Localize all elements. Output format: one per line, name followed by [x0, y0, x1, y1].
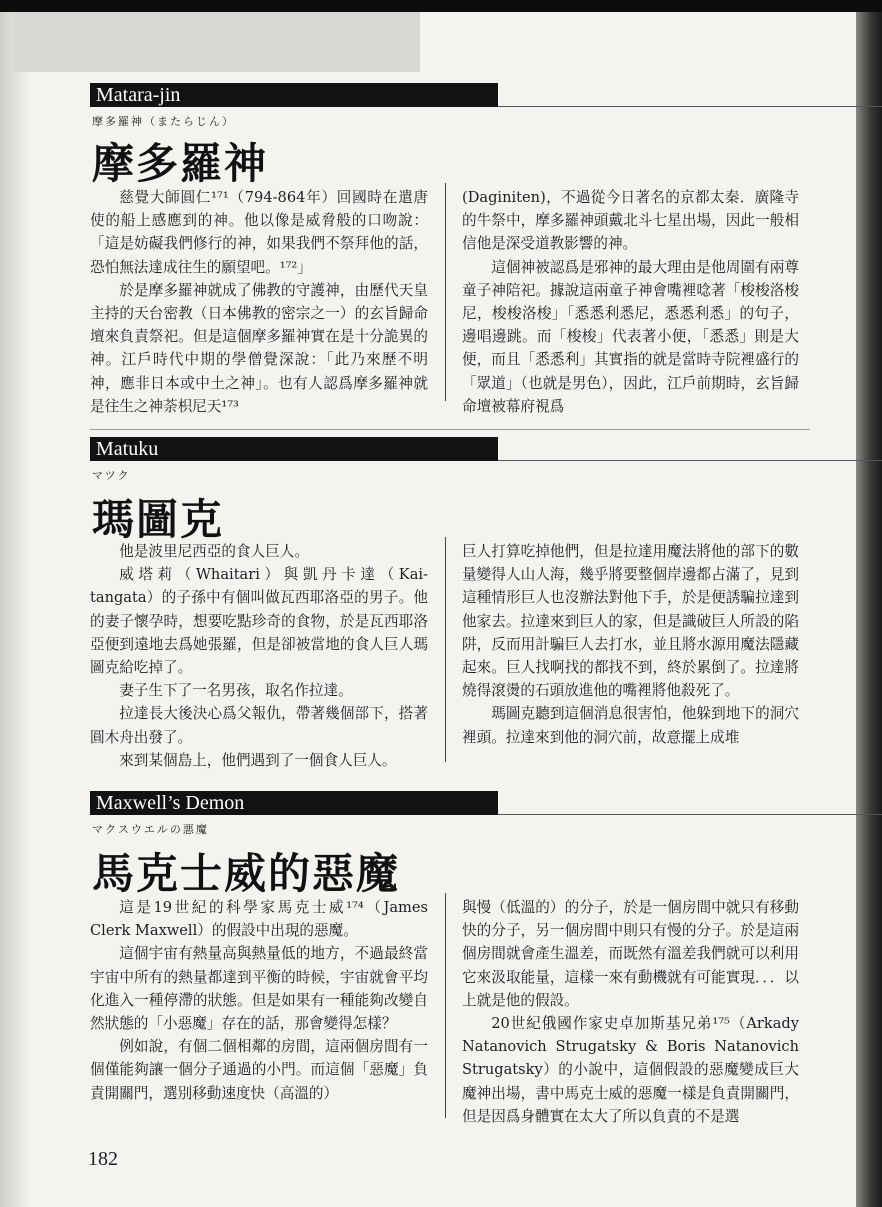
paragraph: 威塔莉（Whaitari）與凱丹卡達（Kai-tangata）的子孫中有個叫做瓦西耶洛亞的男子。他的妻子懷孕時，想要吃點珍奇的食物，於是瓦西耶洛亞便到遠地去爲她張羅，但是卻被當地的食人巨人瑪圖克給吃掉了。 [90, 566, 428, 677]
heading-rule [498, 814, 882, 815]
page-number: 182 [88, 1148, 118, 1170]
paragraph: 巨人打算吃掉他們，但是拉達用魔法將他的部下的數量變得人山人海，幾乎將要整個岸邊都占滿了，見到這種情形巨人也沒辦法對他下手，於是便誘騙拉達到他家去。拉達來到巨人的家，但是識破巨人所設的陷阱，反而用計騙巨人去打水，並且將水源用魔法隱藏起來。巨人找啊找的都找不到，終於累倒了。拉達將燒得滾燙的石頭放進他的嘴裡將他殺死了。 [462, 543, 799, 700]
page-edge-shadow [856, 12, 882, 1207]
entry-maxwells-demon [90, 791, 810, 1151]
paragraph: (Daginiten)，不過從今日著名的京都太秦．廣隆寺的牛祭中，摩多羅神頭戴北斗七星出場，因此一般相信他是深受道教影響的神。 [462, 189, 799, 253]
column-divider [445, 893, 446, 1118]
paragraph: 這個神被認爲是邪神的最大理由是他周圍有兩尊童子神陪祀。據說這兩童子神會嘴裡唸著「梭梭洛梭尼，梭梭洛梭」「悉悉利悉尼，悉悉利悉」的句子，邊唱邊跳。而「梭梭」代表著小便，「悉悉」則是大便，而且「悉悉利」其實指的就是當時寺院裡盛行的「眾道」（也就是男色），因此，江戶前期時，玄旨歸命壇被幕府視爲 [462, 258, 799, 415]
paragraph: 這個宇宙有熱量高與熱量低的地方，不過最終當宇宙中所有的熱量都達到平衡的時候，宇宙就會平均化進入一種停滯的狀態。但是如果有一種能夠改變自然狀態的「小惡魔」存在的話，那會變得怎樣？ [90, 945, 428, 1033]
heading-rule [498, 106, 882, 107]
paragraph: 拉達長大後決心爲父報仇，帶著幾個部下，搭著圓木舟出發了。 [90, 705, 428, 746]
paragraph: 瑪圖克聽到這個消息很害怕，他躲到地下的洞穴裡頭。拉達來到他的洞穴前，故意擺上成堆 [462, 705, 799, 746]
column-divider [445, 537, 446, 762]
paragraph: 妻子生下了一名男孩，取名作拉達。 [119, 682, 353, 700]
entry-left-column [90, 540, 428, 772]
page-gutter-shadow [0, 12, 30, 1207]
entry-right-column [462, 896, 799, 1128]
entry-title: 瑪圖克 [92, 495, 225, 544]
paragraph: 慈覺大師圓仁¹⁷¹（794-864年）回國時在遣唐使的船上感應到的神。他以像是威脅般的口吻說：「這是妨礙我們修行的神，如果我們不祭拜他的話，恐怕無法達成往生的願望吧。¹⁷²」 [90, 189, 428, 276]
entry-heading-bar: Maxwell’s Demon [90, 791, 498, 815]
entry-title: 馬克士威的惡魔 [92, 849, 401, 898]
entry-matara-jin [90, 83, 810, 415]
entry-right-column [462, 540, 799, 749]
entry-kana-reading: 摩多羅神（またらじん） [92, 115, 235, 128]
entry-bottom-rule [90, 429, 810, 430]
paragraph: 20世紀俄國作家史卓加斯基兄弟¹⁷⁵（Arkady Natanovich Strugatsky & Boris Natanovich Strugatsky）的小說中，這個假設的惡魔變成巨大魔神出場，書中馬克士威的惡魔一樣是負責開關門，但是因爲身體實在太大了所以負責的不是選 [462, 1015, 799, 1125]
paragraph: 與慢（低溫的）的分子，於是一個房間中就只有移動快的分子，另一個房間中則只有慢的分子。於是這兩個房間就會產生溫差，而既然有溫差我們就可以利用它來汲取能量，這樣一來有動機就有可能實現．．．以上就是他的假設。 [462, 899, 799, 1009]
heading-rule [498, 460, 882, 461]
entry-left-column [90, 186, 428, 418]
paragraph: 這是19世紀的科學家馬克士威¹⁷⁴（James Clerk Maxwell）的假設中出現的惡魔。 [90, 899, 428, 940]
paragraph: 來到某個島上，他們遇到了一個食人巨人。 [119, 751, 397, 769]
entry-kana-reading: マクスウエルの悪魔 [92, 823, 209, 836]
header-shade-band [12, 12, 420, 72]
entry-heading-bar: Matuku [90, 437, 498, 461]
paragraph: 於是摩多羅神就成了佛教的守護神，由歷代天皇主持的天台密教（日本佛教的密宗之一）的玄旨歸命壇來負責祭祀。但是這個摩多羅神實在是十分詭異的神。江戶時代中期的學僧覺深說：「此乃來歷不明神，應非日本或中土之神」。也有人認爲摩多羅神就是往生之神荼枳尼天¹⁷³ [90, 281, 428, 415]
paragraph: 例如說，有個二個相鄰的房間，這兩個房間有一個僅能夠讓一個分子通過的小門。而這個「惡魔」負責開關門，選別移動速度快（高溫的） [90, 1038, 428, 1102]
entry-right-column [462, 186, 799, 418]
entry-kana-reading: マツク [92, 469, 131, 482]
paragraph: 他是波里尼西亞的食人巨人。 [119, 543, 309, 560]
column-divider [445, 183, 446, 401]
entry-heading-bar: Matara-jin [90, 83, 498, 107]
entry-matuku [90, 437, 810, 767]
scan-top-border [0, 0, 882, 12]
entry-left-column [90, 896, 428, 1105]
entry-title: 摩多羅神 [92, 139, 269, 188]
